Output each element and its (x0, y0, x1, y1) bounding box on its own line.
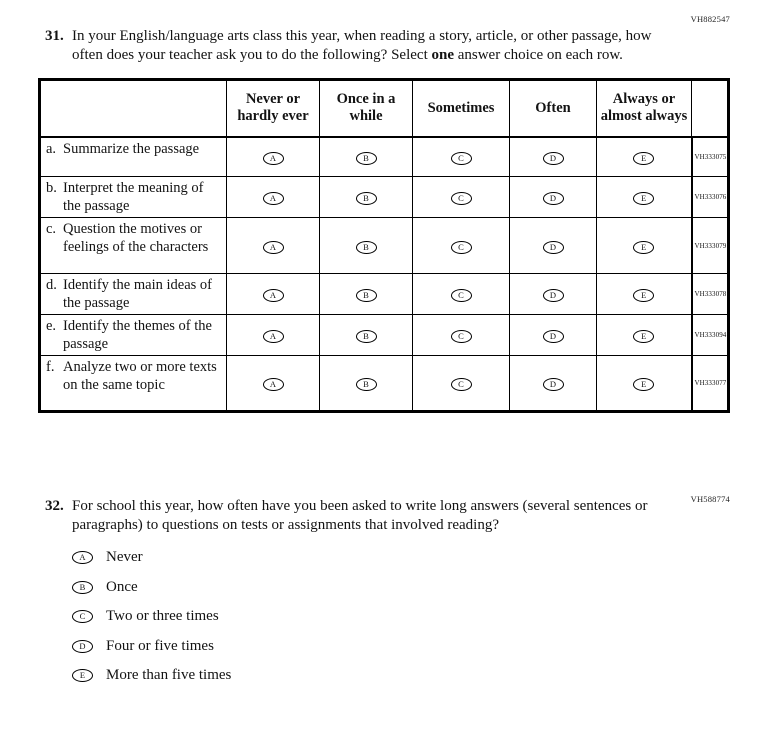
answer-cell (510, 218, 597, 274)
grid-header-row (40, 80, 729, 137)
answer-bubble[interactable]: E (633, 289, 654, 302)
form-code-q31: VH882547 (690, 14, 730, 24)
row-text: Identify the main ideas of the passage (63, 277, 212, 311)
q31-response-grid (38, 78, 730, 413)
row-code: VH333075 (692, 137, 729, 177)
answer-bubble[interactable]: E (633, 152, 654, 165)
option-label: Four or five times (106, 637, 214, 654)
answer-cell (510, 177, 597, 218)
answer-bubble[interactable]: B (356, 152, 377, 165)
answer-cell (227, 177, 320, 218)
row-letter: d. (46, 277, 57, 293)
answer-cell (413, 177, 510, 218)
answer-bubble[interactable]: D (72, 640, 93, 653)
answer-cell (413, 218, 510, 274)
answer-bubble[interactable]: C (451, 192, 472, 205)
table-row (40, 177, 729, 218)
answer-bubble[interactable]: E (633, 192, 654, 205)
question-31-text-part2: answer choice on each row. (453, 47, 623, 63)
grid-header-always: Always or almost always (597, 80, 692, 137)
answer-bubble[interactable]: D (543, 192, 564, 205)
answer-cell (413, 274, 510, 315)
option-once (72, 579, 764, 596)
row-letter: f. (46, 359, 55, 375)
answer-cell (510, 274, 597, 315)
question-31-number: 31. (45, 28, 64, 44)
row-code: VH333076 (692, 177, 729, 218)
answer-cell (510, 137, 597, 177)
grid-header-code-empty (692, 80, 729, 137)
answer-bubble[interactable]: B (356, 192, 377, 205)
answer-bubble[interactable]: B (72, 581, 93, 594)
q32-options (72, 549, 764, 684)
row-text: Identify the themes of the passage (63, 318, 212, 352)
grid-header-once: Once in a while (320, 80, 413, 137)
question-31-text-part1: In your English/language arts class this year, when reading a story, article, or other passage, how often does your teacher ask you to do the following? Select (72, 28, 652, 63)
question-32 (45, 497, 764, 535)
answer-cell (413, 356, 510, 412)
answer-bubble[interactable]: C (451, 330, 472, 343)
option-label: Two or three times (106, 608, 219, 624)
answer-bubble[interactable]: B (356, 330, 377, 343)
answer-bubble[interactable]: B (356, 241, 377, 254)
answer-cell (320, 356, 413, 412)
question-31 (0, 0, 764, 65)
answer-cell (227, 137, 320, 177)
answer-bubble[interactable]: B (356, 289, 377, 302)
table-row (40, 356, 729, 412)
answer-cell (413, 315, 510, 356)
grid-header-never: Never or hardly ever (227, 80, 320, 137)
answer-cell (227, 315, 320, 356)
answer-cell (510, 356, 597, 412)
row-code: VH333078 (692, 274, 729, 315)
question-31-text (72, 27, 664, 65)
row-label (40, 177, 227, 218)
row-label (40, 218, 227, 274)
row-letter: e. (46, 318, 57, 334)
table-row (40, 218, 729, 274)
option-two-or-three (72, 608, 764, 625)
question-31-text-bold: one (431, 47, 454, 63)
answer-bubble[interactable]: A (72, 551, 93, 564)
answer-bubble[interactable]: D (543, 289, 564, 302)
answer-bubble[interactable]: D (543, 378, 564, 391)
answer-bubble[interactable]: E (633, 241, 654, 254)
answer-cell (413, 137, 510, 177)
row-label (40, 315, 227, 356)
row-code: VH333079 (692, 218, 729, 274)
row-label (40, 356, 227, 412)
answer-bubble[interactable]: E (633, 378, 654, 391)
row-code: VH333077 (692, 356, 729, 412)
answer-cell (227, 218, 320, 274)
answer-cell (597, 356, 692, 412)
row-text: Analyze two or more texts on the same topic (63, 359, 217, 393)
option-four-or-five (72, 638, 764, 655)
answer-cell (510, 315, 597, 356)
row-text: Interpret the meaning of the passage (63, 180, 204, 214)
answer-cell (320, 315, 413, 356)
answer-cell (597, 177, 692, 218)
row-letter: a. (46, 140, 57, 157)
option-label: Once (106, 578, 138, 595)
answer-cell (227, 274, 320, 315)
answer-bubble[interactable]: C (451, 152, 472, 165)
answer-bubble[interactable]: A (263, 289, 284, 302)
answer-bubble[interactable]: E (633, 330, 654, 343)
answer-bubble[interactable]: A (263, 241, 284, 254)
row-text: Question the motives or feelings of the characters (63, 221, 209, 255)
answer-cell (320, 274, 413, 315)
answer-cell (597, 137, 692, 177)
option-label: Never (106, 549, 143, 565)
answer-cell (597, 315, 692, 356)
table-row (40, 315, 729, 356)
answer-cell (320, 218, 413, 274)
row-letter: b. (46, 180, 57, 196)
option-label: More than five times (106, 667, 232, 683)
answer-cell (227, 356, 320, 412)
grid-header-sometimes: Sometimes (413, 80, 510, 137)
answer-bubble[interactable]: D (543, 330, 564, 343)
answer-cell (320, 177, 413, 218)
row-code: VH333094 (692, 315, 729, 356)
question-32-text: For school this year, how often have you been asked to write long answers (several sentences or paragraphs) to questions on tests or assignments that involved reading? (72, 498, 648, 533)
answer-cell (320, 137, 413, 177)
grid-header-empty (40, 80, 227, 137)
answer-bubble[interactable]: D (543, 241, 564, 254)
answer-cell (597, 218, 692, 274)
question-32-number: 32. (45, 498, 64, 514)
answer-bubble[interactable]: A (263, 192, 284, 205)
answer-bubble[interactable]: A (263, 378, 284, 391)
grid-header-often: Often (510, 80, 597, 137)
answer-bubble[interactable]: A (263, 152, 284, 165)
answer-bubble[interactable]: C (451, 378, 472, 391)
form-code-q32: VH588774 (690, 494, 730, 504)
option-never (72, 549, 764, 566)
table-row (40, 137, 729, 177)
answer-bubble[interactable]: C (451, 289, 472, 302)
answer-bubble[interactable]: E (72, 669, 93, 682)
row-letter: c. (46, 221, 57, 237)
answer-bubble[interactable]: B (356, 378, 377, 391)
answer-bubble[interactable]: C (72, 610, 93, 623)
option-more-than-five (72, 667, 764, 684)
table-row (40, 274, 729, 315)
row-text: Summarize the passage (63, 140, 200, 157)
row-label (40, 137, 227, 177)
row-label (40, 274, 227, 315)
answer-cell (597, 274, 692, 315)
answer-bubble[interactable]: D (543, 152, 564, 165)
answer-bubble[interactable]: A (263, 330, 284, 343)
answer-bubble[interactable]: C (451, 241, 472, 254)
